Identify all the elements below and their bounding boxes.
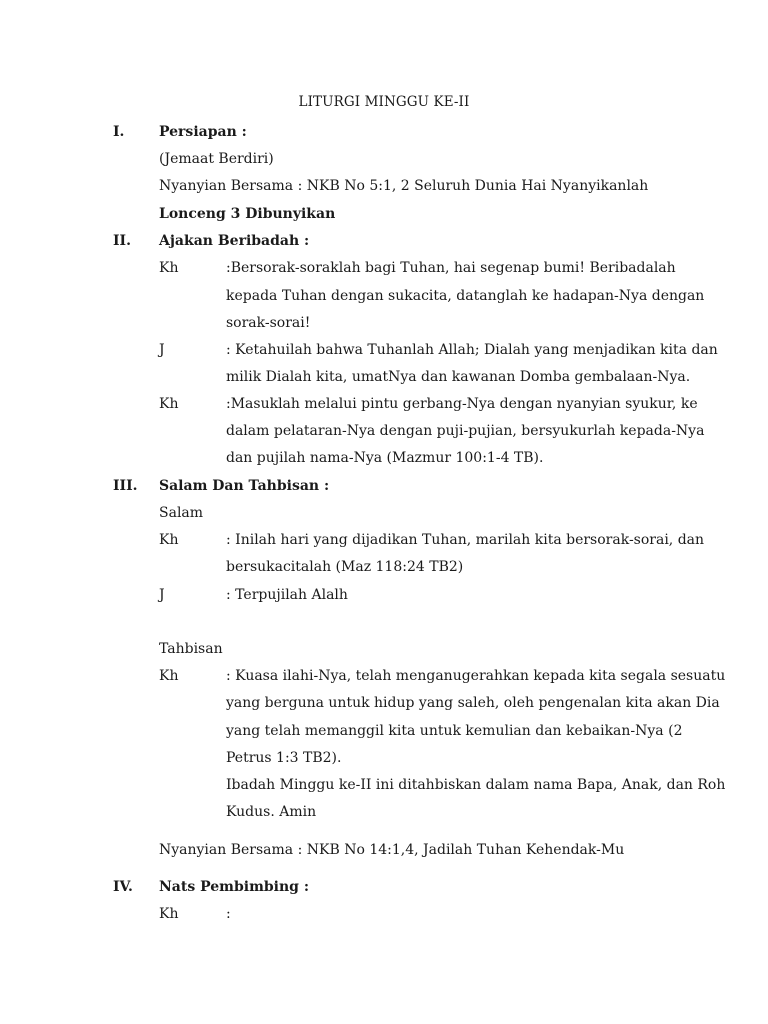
- section-heading-salam: Salam Dan Tahbisan :: [159, 478, 330, 494]
- speaker-label: Kh: [159, 260, 179, 276]
- liturgy-text-line: : Inilah hari yang dijadikan Tuhan, marilah kita bersorak-sorai, dan: [226, 532, 705, 548]
- liturgy-text-line: milik Dialah kita, umatNya dan kawanan Domba gembalaan-Nya.: [226, 369, 691, 385]
- speaker-label: Kh: [159, 532, 179, 548]
- liturgy-text-line: kepada Tuhan dengan sukacita, datanglah ke hadapan-Nya dengan: [226, 288, 705, 304]
- speaker-label: Kh: [159, 396, 179, 412]
- section-numeral-1: I.: [113, 124, 125, 140]
- section-numeral-4: IV.: [113, 879, 133, 895]
- section-heading-ajakan: Ajakan Beribadah :: [159, 233, 310, 249]
- liturgy-text-line: dalam pelataran-Nya dengan puji-pujian, bersyukurlah kepada-Nya: [226, 423, 705, 439]
- persiapan-line-2: Nyanyian Bersama : NKB No 5:1, 2 Seluruh Dunia Hai Nyanyikanlah: [159, 178, 649, 194]
- liturgy-text-line: dan pujilah nama-Nya (Mazmur 100:1-4 TB).: [226, 450, 544, 466]
- speaker-label: J: [159, 342, 165, 358]
- subheading-tahbisan: Tahbisan: [159, 641, 223, 657]
- liturgy-text-line: yang telah memanggil kita untuk kemulian dan kebaikan-Nya (2: [226, 723, 683, 739]
- liturgy-text-line: yang berguna untuk hidup yang saleh, oleh pengenalan kita akan Dia: [226, 695, 720, 711]
- liturgy-text-line: sorak-sorai!: [226, 315, 311, 331]
- persiapan-line-3: Lonceng 3 Dibunyikan: [159, 206, 336, 222]
- persiapan-line-1: (Jemaat Berdiri): [159, 151, 274, 167]
- song-line: Nyanyian Bersama : NKB No 14:1,4, Jadilah Tuhan Kehendak-Mu: [159, 842, 625, 858]
- speaker-label: J: [159, 587, 165, 603]
- speaker-label: Kh: [159, 668, 179, 684]
- liturgy-text-line: : Terpujilah Alalh: [226, 587, 348, 603]
- liturgy-text-line: Petrus 1:3 TB2).: [226, 750, 342, 766]
- liturgy-text-line: : Ketahuilah bahwa Tuhanlah Allah; Dialah yang menjadikan kita dan: [226, 342, 718, 358]
- section-heading-persiapan: Persiapan :: [159, 124, 247, 140]
- liturgy-text-line: Ibadah Minggu ke-II ini ditahbiskan dalam nama Bapa, Anak, dan Roh: [226, 777, 726, 793]
- liturgy-text-line: :Bersorak-soraklah bagi Tuhan, hai segenap bumi! Beribadalah: [226, 260, 676, 276]
- speaker-label: Kh: [159, 906, 179, 922]
- section-numeral-2: II.: [113, 233, 131, 249]
- liturgy-text-line: Kudus. Amin: [226, 804, 317, 820]
- liturgy-text-line: :Masuklah melalui pintu gerbang-Nya dengan nyanyian syukur, ke: [226, 396, 698, 412]
- document-title: LITURGI MINGGU KE-II: [298, 94, 470, 110]
- liturgy-text-line: : Kuasa ilahi-Nya, telah menganugerahkan kepada kita segala sesuatu: [226, 668, 726, 684]
- subheading-salam: Salam: [159, 505, 204, 521]
- section-numeral-3: III.: [113, 478, 138, 494]
- liturgy-text-line: :: [226, 906, 231, 922]
- section-heading-nats: Nats Pembimbing :: [159, 879, 310, 895]
- liturgy-text-line: bersukacitalah (Maz 118:24 TB2): [226, 559, 464, 575]
